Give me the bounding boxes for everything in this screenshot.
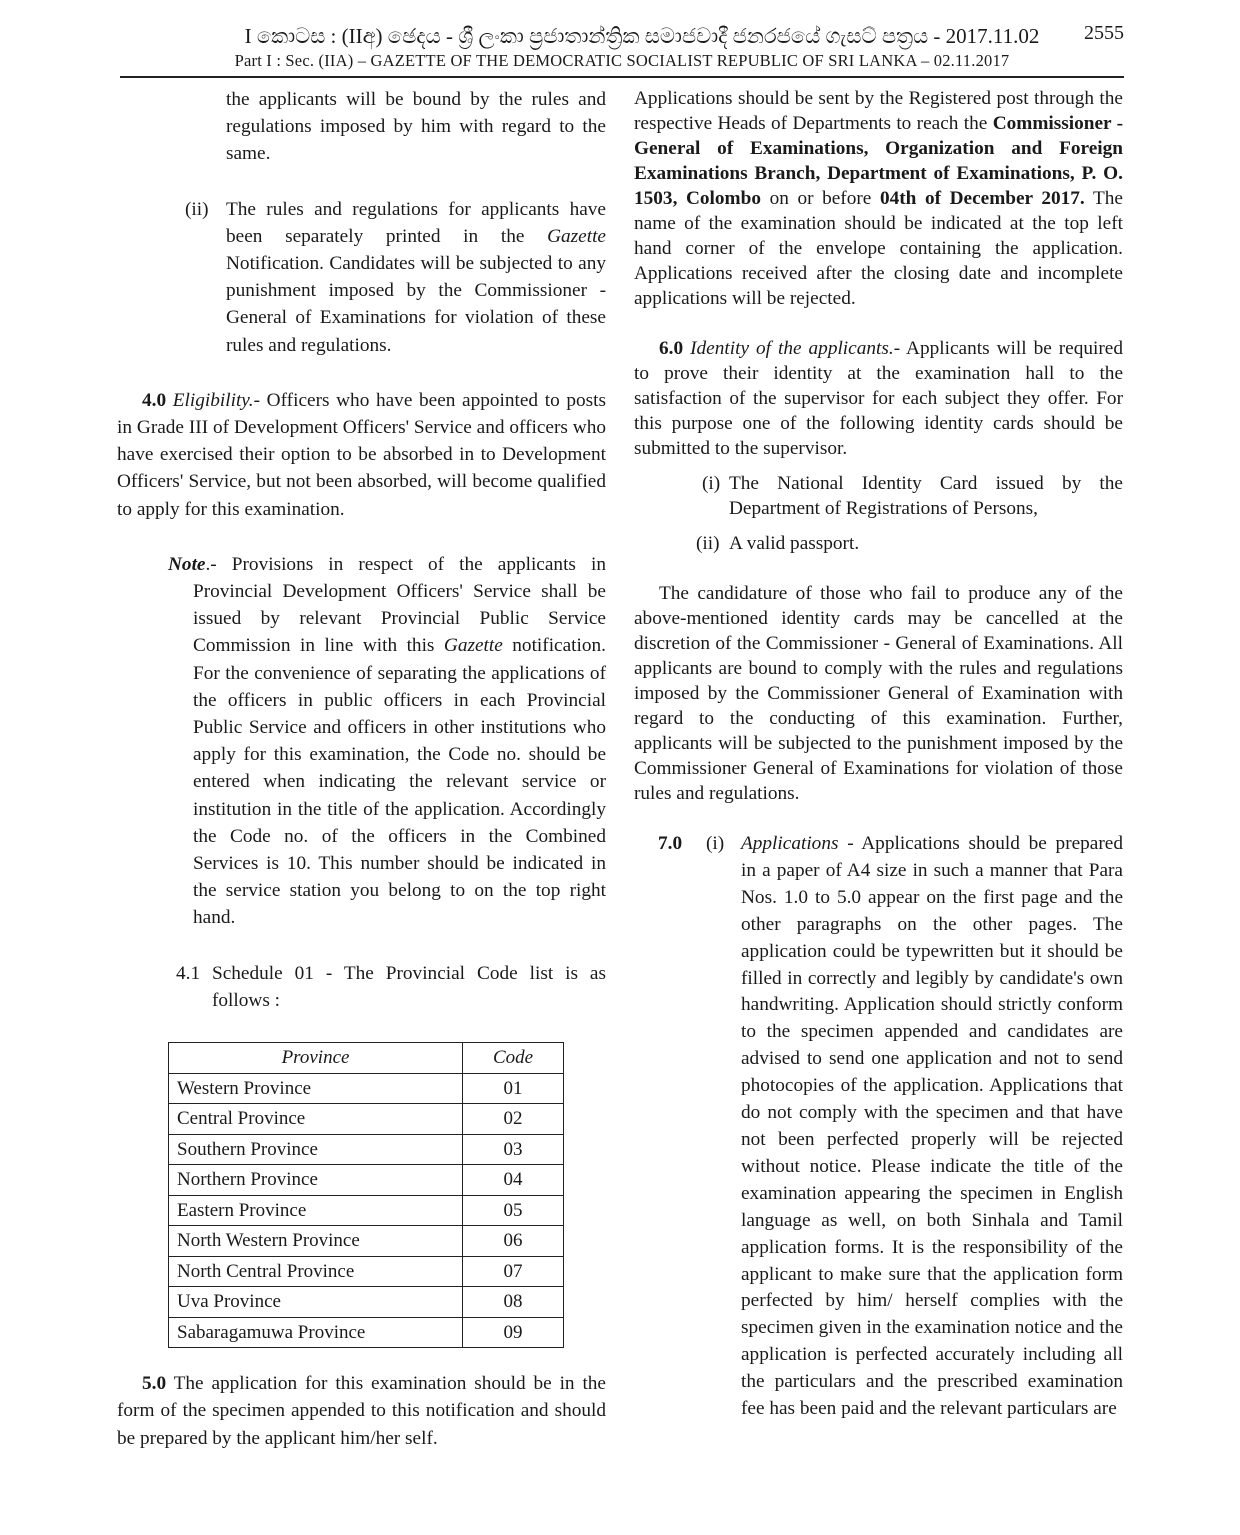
province-cell: Central Province xyxy=(169,1104,463,1135)
para-text: on or before xyxy=(760,188,880,209)
note-block xyxy=(117,551,606,932)
item-text: The National Identity Card issued by the Department of Registrations of Persons, xyxy=(729,473,1123,519)
section-number: 4.0 xyxy=(142,389,167,411)
table-header-row xyxy=(169,1043,564,1074)
page-number: 2555 xyxy=(1084,22,1124,44)
code-cell: 03 xyxy=(463,1134,564,1165)
note-text: .- Provisions in respect of the applicants in Provincial Development Officers' Service shall be issued by relevant Provincial Public Service Commission in line with this xyxy=(193,553,606,657)
section-5 xyxy=(117,1370,606,1452)
table-row xyxy=(169,1195,564,1226)
table-row xyxy=(169,1073,564,1104)
item-text: The rules and regulations for applicants have been separately printed in the xyxy=(226,198,606,247)
section-4-eligibility xyxy=(117,387,606,523)
para-text: The name of the examination should be indicated at the top left hand corner of the envelope containing the application. Applications received after the closing date and incomplete applications will be rejected. xyxy=(634,188,1123,309)
code-cell: 09 xyxy=(463,1317,564,1348)
section-7-applications xyxy=(634,831,1123,1423)
section-title: Applications xyxy=(741,833,839,854)
code-cell: 04 xyxy=(463,1165,564,1196)
code-cell: 01 xyxy=(463,1073,564,1104)
section-text: - Officers who have been appointed to posts in Grade III of Development Officers' Service and officers who have exercised their option to be absorbed in to Development Officers' Service, but not been absorbed, will become qualified to apply for this examination. xyxy=(117,389,606,520)
note-text: notification. For the convenience of separating the applications of the officers in public officers in each Provincial Public Service and officers in other institutions who apply for this examination, the Code no. should be entered when indicating the relevant service or institution in the title of the application. Accordingly the Code no. of the officers in the Combined Services is 10. This number should be indicated in the service station you belong to on the top right hand. xyxy=(193,635,606,929)
closing-date: 04th of December 2017. xyxy=(879,188,1085,209)
continued-paragraph: the applicants will be bound by the rules and regulations imposed by him with regard to the same. xyxy=(226,89,606,165)
section-text: - Applications should be prepared in a paper of A4 size in such a manner that Para Nos. 1.0 to 5.0 appear on the first page and the other paragraphs on the other pages. The application could be typewritten but it should be filled in correctly and legibly by candidate's own handwriting. Application should strictly conform to the specimen appended and candidates are advised to send one application and not to send photocopies of the application. Applications that do not comply with the specimen and that have not been perfected properly will be rejected without notice. Please indicate the title of the examination appearing the specimen in English language as well, on both Sinhala and Tamil application forms. It is the responsibility of the applicant to make sure that the application form perfected by him/ herself complies with the specimen given in the examination notice and the application is perfected accurately including all the particulars and the prescribed examination fee has been paid and the relevant particulars are xyxy=(741,833,1123,1420)
english-header-line: Part I : Sec. (IIA) – GAZETTE OF THE DEMOCRATIC SOCIALIST REPUBLIC OF SRI LANKA – 02.11.2017 xyxy=(234,51,1010,70)
item-number: (i) xyxy=(702,473,721,494)
province-cell: North Western Province xyxy=(169,1226,463,1257)
item-number: (ii) xyxy=(696,533,720,554)
province-cell: Eastern Province xyxy=(169,1195,463,1226)
code-cell: 05 xyxy=(463,1195,564,1226)
province-cell: Southern Province xyxy=(169,1134,463,1165)
section-5-continued xyxy=(634,86,1123,311)
section-number: 7.0 xyxy=(658,833,683,854)
item-number: (ii) xyxy=(185,198,209,220)
item-text: Notification. Candidates will be subjected to any punishment imposed by the Commissioner - General of Examinations for violation of these rules and regulations. xyxy=(226,253,606,356)
note-label: Note xyxy=(168,553,206,575)
schedule-text: Schedule 01 - The Provincial Code list is as follows : xyxy=(212,962,606,1011)
table-row xyxy=(169,1226,564,1257)
table-row xyxy=(169,1165,564,1196)
table-row xyxy=(169,1317,564,1348)
code-cell: 06 xyxy=(463,1226,564,1257)
schedule-number: 4.1 xyxy=(176,962,201,984)
table-row xyxy=(169,1134,564,1165)
code-cell: 08 xyxy=(463,1287,564,1318)
right-column xyxy=(634,86,1123,1423)
id-item-ii xyxy=(634,531,1123,556)
para-text: Applications should be sent by the Registered post through the respective Heads of Departments to reach the xyxy=(634,88,1123,134)
table-row xyxy=(169,1104,564,1135)
section-6-identity xyxy=(634,336,1123,461)
gazette-italic: Gazette xyxy=(547,225,606,247)
code-header: Code xyxy=(463,1043,564,1074)
province-cell: Uva Province xyxy=(169,1287,463,1318)
province-cell: Northern Province xyxy=(169,1165,463,1196)
section-title: Identity of the applicants. xyxy=(690,338,894,359)
left-column xyxy=(117,86,606,1452)
header-rule xyxy=(120,76,1124,78)
item-number: (i) xyxy=(706,833,725,854)
table-row xyxy=(169,1287,564,1318)
section-number: 5.0 xyxy=(142,1373,167,1395)
gazette-italic: Gazette xyxy=(443,635,503,657)
schedule-01 xyxy=(117,960,606,1014)
id-item-i xyxy=(634,471,1123,521)
section-text: - Applicants will be required to prove their identity at the examination hall to the satisfaction of the supervisor for each subject they offer. For this purpose one of the following identity cards should be submitted to the supervisor. xyxy=(634,338,1124,459)
commissioner-address: Commissioner - General of Examinations, Organization and Foreign Examinations Branch, Department of Examinations, P. O. 1503, Colombo xyxy=(634,113,1124,209)
section-text: The application for this examination should be in the form of the specimen appended to this notification and should be prepared by the applicant him/her self. xyxy=(117,1373,606,1449)
item-text: A valid passport. xyxy=(729,533,860,554)
code-cell: 07 xyxy=(463,1256,564,1287)
code-cell: 02 xyxy=(463,1104,564,1135)
item-ii xyxy=(117,196,606,359)
sinhala-header-line: I කොටස : (IIඅ) ඡෙදය - ශ්‍රී ලංකා ප්‍රජාතාන්ත්‍රික සමාජවාදී ජනරජයේ ගැසට් පත්‍රය - 2017.11.02 xyxy=(244,24,1040,48)
province-header: Province xyxy=(169,1043,463,1074)
table-row xyxy=(169,1256,564,1287)
province-cell: Western Province xyxy=(169,1073,463,1104)
section-number: 6.0 xyxy=(659,338,684,359)
section-title: Eligibility. xyxy=(172,389,254,411)
province-cell: North Central Province xyxy=(169,1256,463,1287)
province-cell: Sabaragamuwa Province xyxy=(169,1317,463,1348)
provincial-code-table xyxy=(168,1042,564,1348)
candidature-paragraph: The candidature of those who fail to produce any of the above-mentioned identity cards may be cancelled at the discretion of the Commissioner - General of Examinations. All applicants are bound to comply with the rules and regulations imposed by the Commissioner General of Examination with regard to the conducting of this examination. Further, applicants will be subjected to the punishment imposed by the Commissioner General of Examinations for violation of those rules and regulations. xyxy=(634,583,1123,804)
